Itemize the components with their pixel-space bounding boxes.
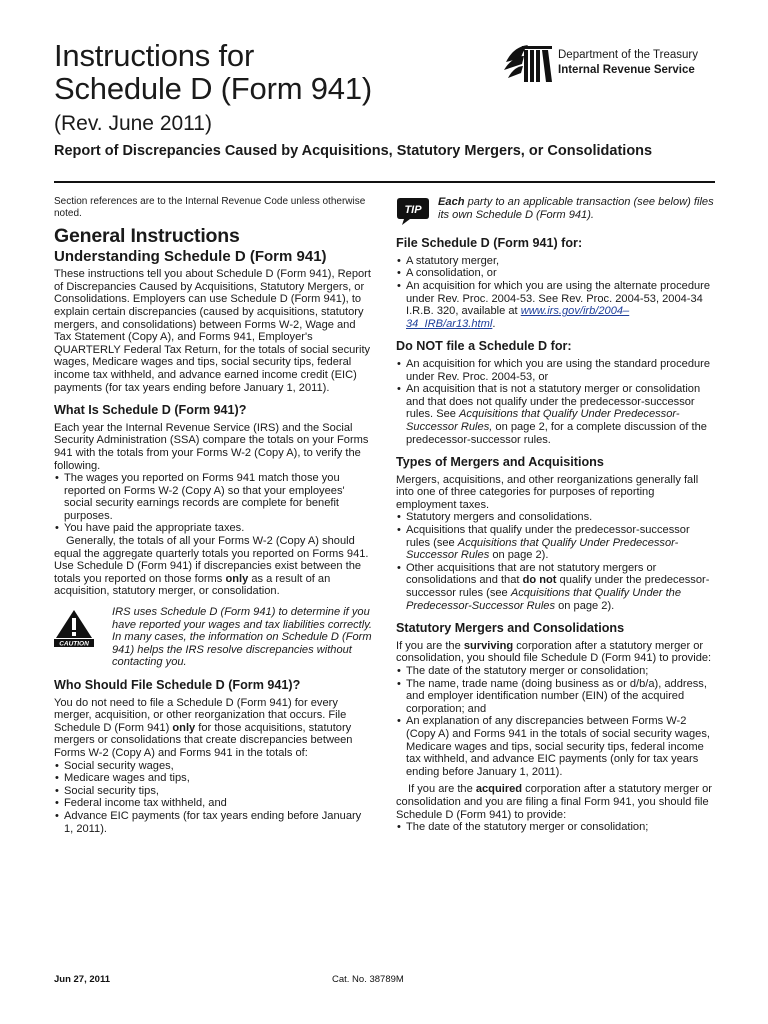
types-list	[396, 511, 716, 612]
heading-types: Types of Mergers and Acquisitions	[396, 455, 604, 470]
list-item: • An acquisition for which you are using the standard procedure under Rev. Proc. 2004-53, or	[396, 358, 716, 383]
footer-date: Jun 27, 2011	[54, 974, 110, 985]
caution-icon	[54, 608, 94, 648]
tip-text: party to an applicable transaction (see below) files its own Schedule D (Form 941).	[438, 196, 714, 221]
who-paragraph	[54, 697, 372, 760]
acquired-paragraph	[396, 783, 716, 821]
irs-eagle-logo-icon	[502, 42, 554, 86]
surviving-paragraph	[396, 640, 716, 665]
text-run: qualify under the predecessor-successor rules (see	[406, 574, 710, 600]
heading-file-for: File Schedule D (Form 941) for:	[396, 236, 583, 251]
text-run: for those acquisitions, statutory mergers or consolidations that create discrepancies between Forms W-2 (Copy A) and Forms 941 in the totals of:	[54, 721, 353, 759]
department-line: Department of the Treasury	[558, 49, 698, 61]
list-item: • You have paid the appropriate taxes.	[54, 522, 372, 535]
emphasis-text: Each	[438, 196, 465, 208]
heading-do-not-file: Do NOT file a Schedule D for:	[396, 339, 572, 354]
acquired-list	[396, 821, 716, 834]
section-references-note: Section references are to the Internal Revenue Code unless otherwise noted.	[54, 196, 366, 219]
text-run: corporation after a statutory merger or consolidation, you should file Schedule D (Form 941) to provide:	[396, 639, 712, 665]
list-item: • Social security wages,	[54, 760, 372, 773]
caution-label: CAUTION	[59, 640, 89, 648]
list-item: • Advance EIC payments (for tax years ending before January 1, 2011).	[54, 810, 372, 835]
tip-icon	[396, 196, 430, 226]
header-rule	[54, 181, 715, 183]
heading-statutory-mergers: Statutory Mergers and Consolidations	[396, 621, 625, 636]
catalog-number: Cat. No. 38789M	[332, 974, 404, 985]
heading-understanding: Understanding Schedule D (Form 941)	[54, 247, 327, 265]
types-paragraph: Mergers, acquisitions, and other reorganizations generally fall into one of three categories for purposes of reporting employment taxes.	[396, 473, 699, 511]
text-run: corporation after a statutory merger or consolidation and you are filing a final Form 941, you should file Schedule D (Form 941) to provide:	[396, 783, 713, 821]
heading-general-instructions: General Instructions	[54, 225, 240, 247]
emphasis-text: surviving	[463, 639, 514, 652]
cross-reference: Acquisitions that Qualify Under Predecessor-Successor Rules	[406, 536, 679, 562]
list-item	[396, 383, 716, 446]
tip-label: TIP	[404, 204, 422, 216]
right-column	[396, 196, 716, 834]
text-run: .	[492, 317, 496, 330]
left-column	[54, 196, 372, 835]
do-not-file-list	[396, 358, 716, 446]
list-item: • The name, trade name (doing business as or d/b/a), address, and employer identification number (EIN) of the acquired corporation; and	[396, 678, 716, 716]
list-item: • The date of the statutory merger or consolidation;	[396, 665, 716, 678]
list-item: • Social security tips,	[54, 785, 372, 798]
text-run: on page 2).	[555, 599, 615, 612]
list-item: • An explanation of any discrepancies between Forms W-2 (Copy A) and Forms 941 in the totals of social security wages, Medicare wages and tips, social security tips, federal income tax withheld, and advance EIC payments (only for tax years ending before January 1, 2011).	[396, 715, 716, 778]
revision-date: (Rev. June 2011)	[54, 112, 212, 135]
surviving-list	[396, 665, 716, 778]
heading-what-is: What Is Schedule D (Form 941)?	[54, 403, 247, 418]
text-run: on page 2, for a complete discussion of the predecessor-successor rules.	[406, 420, 707, 446]
emphasis-text: acquired	[475, 783, 523, 796]
generally-paragraph	[54, 535, 372, 598]
caution-text: IRS uses Schedule D (Form 941) to determine if you have reported your wages and tax liabilities correctly. In many cases, the information on Schedule D (Form 941) helps the IRS resolve discrepancies without contacting you.	[112, 606, 373, 669]
caution-callout	[54, 606, 372, 669]
text-run: on page 2).	[489, 549, 549, 562]
list-item: • Statutory mergers and consolidations.	[396, 511, 716, 524]
text-run: as a result of an acquisition, statutory merger, or consolidation.	[54, 572, 331, 598]
what-paragraph: Each year the Internal Revenue Service (IRS) and the Social Security Administration (SSA) compare the totals on your Forms 941 with the totals from your Forms W-2 (Copy A), to verify the following.	[54, 421, 369, 472]
cross-reference: Acquisitions that Qualify Under the Predecessor-Successor Rules	[406, 587, 682, 612]
text-run: You do not need to file a Schedule D (Form 941) for every merger, acquisition, or other reorganization that occurs. File Schedule D (Form 941)	[54, 696, 347, 734]
text-run: If you are the	[396, 639, 464, 652]
text-run: Generally, the totals of all your Forms W-2 (Copy A) should equal the aggregate quarterly totals you reported on Forms 941. Use Schedule D (Form 941) if discrepancies exist between the totals you reported on those forms	[54, 535, 369, 585]
title-line-2: Schedule D (Form 941)	[54, 71, 372, 106]
cross-reference: Acquisitions that Qualify Under Predecessor-Successor Rules,	[406, 408, 680, 433]
text-run: An acquisition for which you are using the alternate procedure under Rev. Proc. 2004-53. See Rev. Proc. 2004-53, 2004-34 I.R.B. 320, available at	[406, 279, 711, 318]
rev-proc-link[interactable]: www.irs.gov/irb/2004–34_IRB/ar13.html	[406, 305, 630, 330]
file-list	[396, 255, 716, 331]
text-run: Other acquisitions that are not statutory mergers or consolidations and that	[406, 561, 657, 587]
tip-callout	[396, 196, 716, 221]
who-list	[54, 760, 372, 836]
what-list	[54, 472, 372, 535]
understanding-paragraph: These instructions tell you about Schedule D (Form 941), Report of Discrepancies Caused by Acquisitions, Statutory Mergers, or Consolidations. Employers can use Schedule D (Form 941), to explain certain discrepancies (caused by acquisitions, statutory mergers, and consolidations) between Forms W-2, Wage and Tax Statement (Copy A), and Forms 941, Employer's QUARTERLY Federal Tax Return, for the totals of social security wages, Medicare wages and tips, social security tips, federal income tax withheld, and advance earned income credit (EIC) payments (for tax years ending before January 1, 2011).	[54, 268, 371, 394]
document-subtitle: Report of Discrepancies Caused by Acquisitions, Statutory Mergers, or Consolidations	[54, 143, 653, 159]
list-item: • The date of the statutory merger or consolidation;	[396, 821, 716, 834]
emphasis-text: only	[225, 572, 249, 585]
text-run: If you are the	[408, 783, 476, 796]
list-item: • A consolidation, or	[396, 267, 716, 280]
service-line: Internal Revenue Service	[558, 64, 695, 76]
emphasis-text: only	[172, 721, 196, 734]
list-item: • A statutory merger,	[396, 255, 716, 268]
text-run: An acquisition that is not a statutory merger or consolidation and that does not qualify under the predecessor-successor rules. See	[406, 383, 701, 421]
list-item	[396, 524, 716, 562]
title-line-1: Instructions for	[54, 38, 255, 73]
list-item: • Medicare wages and tips,	[54, 772, 372, 785]
heading-who-should-file: Who Should File Schedule D (Form 941)?	[54, 678, 301, 692]
emphasis-text: do not	[522, 574, 557, 587]
text-run: Acquisitions that qualify under the predecessor-successor rules (see	[406, 524, 690, 549]
list-item	[396, 280, 716, 330]
list-item: • Federal income tax withheld, and	[54, 797, 372, 810]
list-item: • The wages you reported on Forms 941 match those you reported on Forms W-2 (Copy A) so that your employees' social security earnings records are complete for benefit purposes.	[54, 472, 372, 522]
agency-name	[558, 48, 698, 78]
list-item	[396, 562, 716, 612]
